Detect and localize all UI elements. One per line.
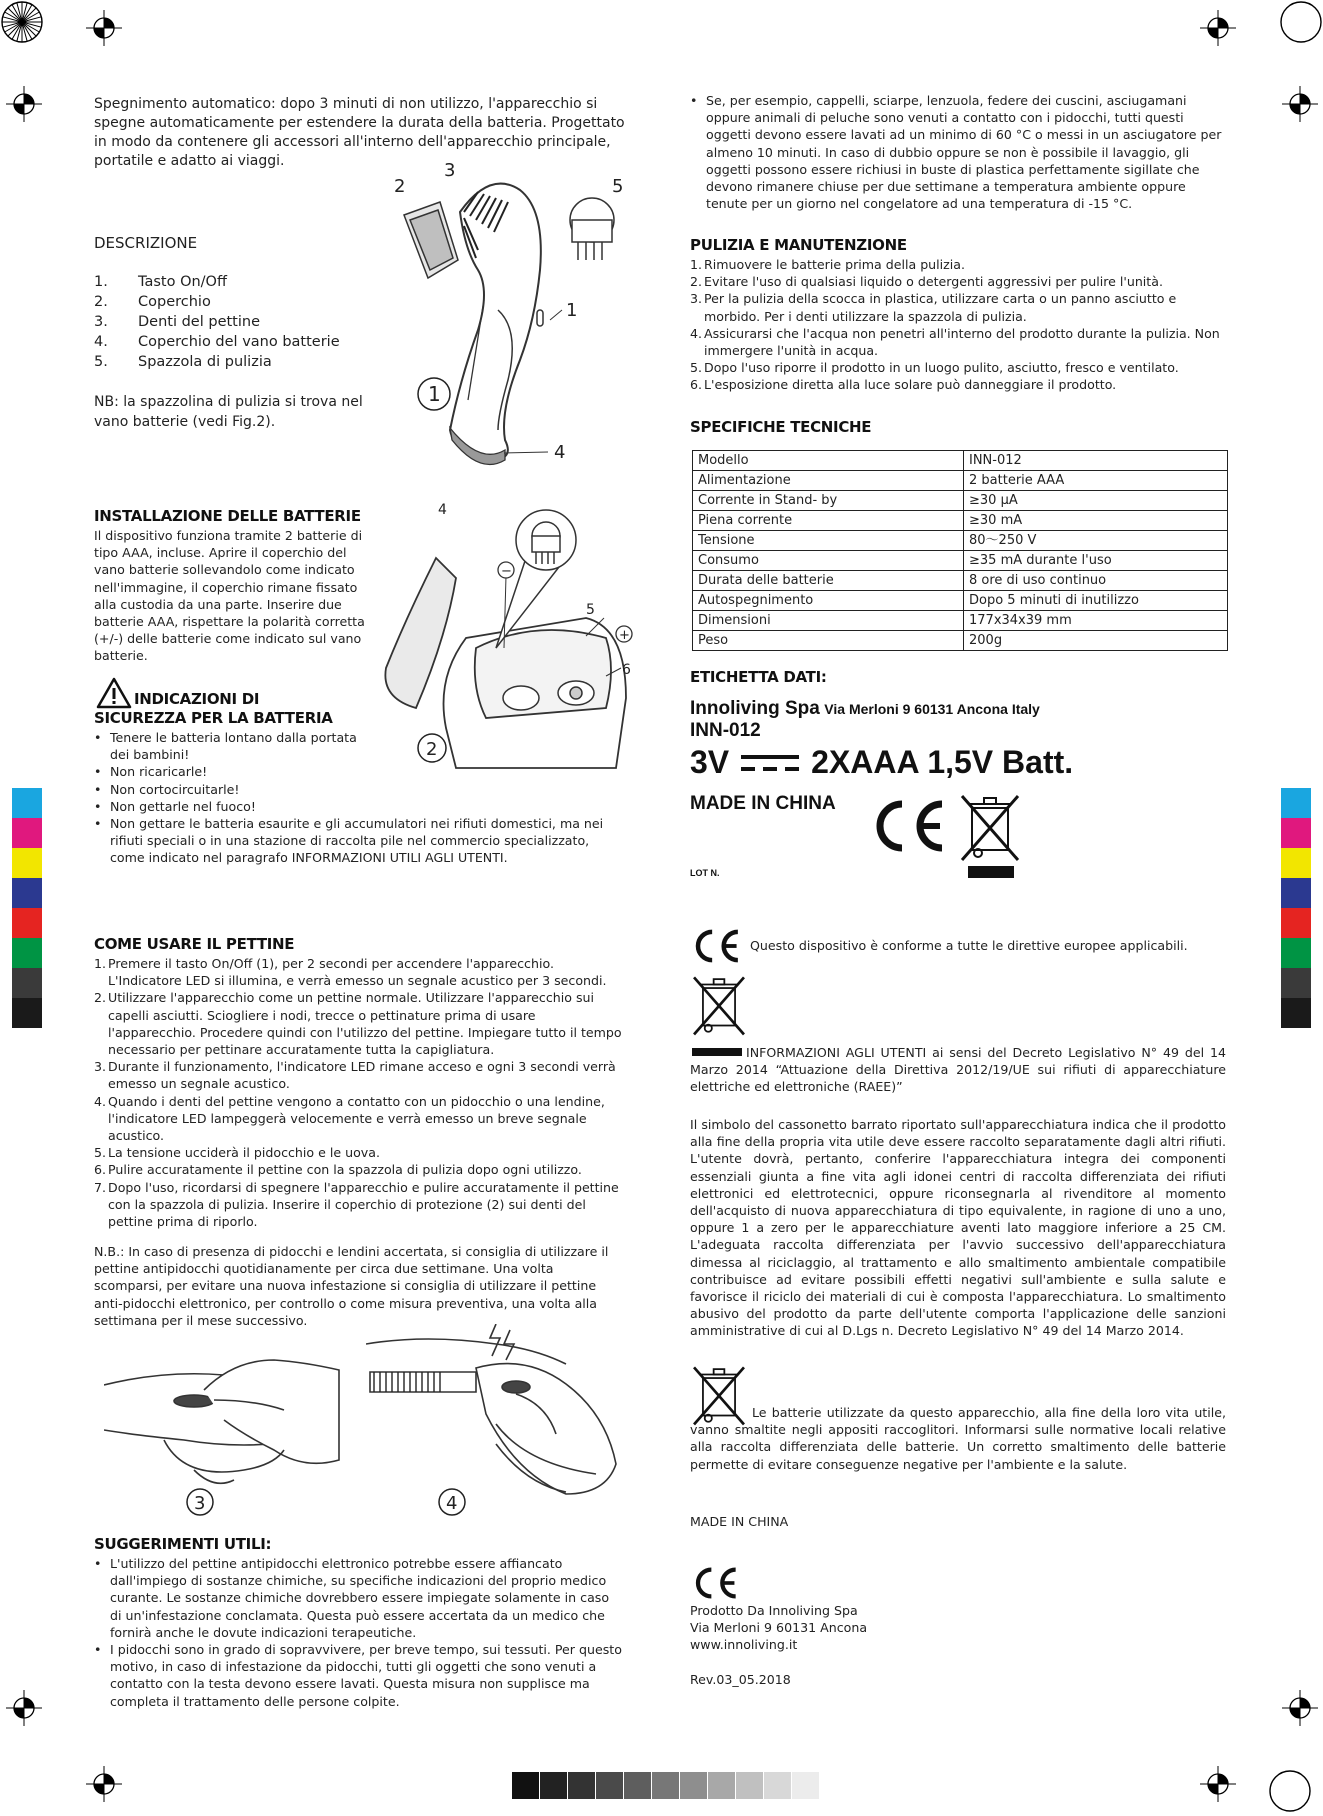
figure-1-number: 1 bbox=[428, 382, 441, 406]
list-item: 5. Spazzola di pulizia bbox=[94, 354, 272, 370]
figure-1-label-3: 3 bbox=[444, 160, 456, 181]
list-item: 6. Pulire accuratamente il pettine con la spazzola di pulizia dopo ogni utilizzo. bbox=[94, 1162, 582, 1178]
figure-1-label-2: 2 bbox=[394, 176, 406, 197]
label-model: INN-012 bbox=[690, 720, 761, 741]
crosshair-top-right-b bbox=[1282, 86, 1318, 122]
right-top-bullet bbox=[690, 92, 1222, 212]
figure-1-comb-illustration bbox=[380, 160, 650, 490]
made-in-china-text: MADE IN CHINA bbox=[690, 1514, 789, 1529]
list-item: 5. Dopo l'uso riporre il prodotto in un luogo pulito, asciutto, fresco e ventilato. bbox=[690, 360, 1179, 376]
list-item: 3. Durante il funzionamento, l'indicatore LED rimane acceso e ogni 3 secondi verrà emesso un segnale acustico. bbox=[94, 1059, 616, 1092]
label-voltage: 3V bbox=[690, 744, 730, 780]
intro-text: Spegnimento automatico: dopo 3 minuti di non utilizzo, l'apparecchio si spegne automaticamente per estendere la durata della batteria. Progettato in modo da contenere gli accessori all'interno dell'apparecchio principale, portatile e adatto ai viaggi. bbox=[94, 96, 625, 169]
label-address: Via Merloni 9 60131 Ancona Italy bbox=[824, 701, 1040, 717]
minus-sign: − bbox=[501, 564, 512, 579]
figure-1-label-1: 1 bbox=[566, 300, 578, 321]
ce-mark-small-icon bbox=[690, 928, 742, 964]
list-item: 2. Coperchio bbox=[94, 294, 211, 310]
figure-2-label-5: 5 bbox=[586, 602, 595, 618]
warning-triangle-icon bbox=[96, 677, 132, 709]
footer-website: www.innoliving.it bbox=[690, 1637, 798, 1653]
registration-mark-bottom-right bbox=[1265, 1766, 1315, 1816]
pulizia-title: PULIZIA E MANUTENZIONE bbox=[690, 236, 907, 254]
cover-part bbox=[404, 202, 458, 278]
specifiche-title: SPECIFICHE TECNICHE bbox=[690, 418, 872, 436]
table-row: Autospegnimento Dopo 5 minuti di inutilizzo bbox=[693, 591, 1228, 611]
crosshair-bottom-right-b bbox=[1282, 1690, 1318, 1726]
list-item: • Non cortocircuitarle! bbox=[94, 781, 624, 798]
list-item: • I pidocchi sono in grado di sopravvivere, per breve tempo, sui tessuti. Per questo motivo, in caso di infestazione da pidocchi, tutti gli oggetti che sono venuti a contatto con la testa devono essere lavati. Questa misura non supplisce ma completa il trattamento delle persone colpite. bbox=[94, 1641, 624, 1710]
list-item: • Non ricaricarle! bbox=[94, 763, 624, 780]
list-item: 5. La tensione ucciderà il pidocchio e le uova. bbox=[94, 1145, 380, 1161]
raee-text: Il simbolo del cassonetto barrato riportato sull'apparecchiatura indica che il prodotto alla fine della propria vita utile deve essere raccolto separatamente dagli altri rifiuti. L'utente dovrà, pertanto, conferire l'apparecchiatura integra dei componenti essenziali giunta a fine vita agli idonei centri di raccolta differenziata dei rifiuti elettronici ed elettrotecnici, oppure riconsegnarla al rivenditore al momento dell'acquisto di nuova apparecchiatura di tipo equivalente, in ragione di uno a uno, oppure 1 a zero per le apparecchiature aventi lato maggiore inferiore a 25 CM. L'adeguata raccolta differenziata per l'avvio successivo dell'apparecchiatura dimessa al riciclaggio, al trattamento e allo smaltimento ambientale compatibile contribuisce ad evitare possibili effetti negativi sull'ambiente e sulla salute e favorisce il riciclo dei materiali di cui è composta l'apparecchiatura. Lo smaltimento abusivo del prodotto da parte dell'utente comporta l'applicazione delle sanzioni amministrative di cui al D.Lgs n. Decreto Legislativo N° 49 del 14 Marzo 2014. bbox=[690, 1117, 1226, 1339]
list-item: • Non gettarle nel fuoco! bbox=[94, 798, 624, 815]
label-lot: LOT N. bbox=[690, 868, 720, 878]
come-usare-nb: N.B.: In caso di presenza di pidocchi e lendini accertata, si consiglia di utilizzare il pettine antipidocchi quotidianamente per circa due settimane. Una volta scomparsi, per evitare una nuova infestazione si consiglia di utilizzare il pettine anti-pidocchi elettronico, per controllo o come misura preventiva, una volta alla settimana per il mese successivo. bbox=[94, 1244, 609, 1328]
list-item: 4. Quando i denti del pettine vengono a contatto con un pidocchio o una lendine, l'indicatore LED lampeggerà velocemente e verrà emesso un breve segnale acustico. bbox=[94, 1093, 605, 1144]
table-row: Consumo ≥35 mA durante l'uso bbox=[693, 551, 1228, 571]
ce-mark-footer-icon bbox=[690, 1566, 740, 1600]
list-item: 4. Assicurarsi che l'acqua non penetri all'interno del prodotto durante la pulizia. Non immergere l'unità in acqua. bbox=[690, 325, 1220, 359]
crosshair-bottom-left-b bbox=[86, 1766, 122, 1802]
table-row: Durata delle batterie 8 ore di uso continuo bbox=[693, 571, 1228, 591]
list-item: 7. Dopo l'uso, ricordarsi di spegnere l'apparecchio e pulire accuratamente il pettine con la spazzola di pulizia. Inserire il coperchio di protezione (2) sui denti del pettine prima di riporlo. bbox=[94, 1179, 619, 1230]
conformita-text: Questo dispositivo è conforme a tutte le direttive europee applicabili. bbox=[750, 938, 1188, 953]
ce-mark-icon bbox=[868, 798, 948, 854]
crosshair-top-left-a bbox=[86, 10, 122, 46]
installazione-title: INSTALLAZIONE DELLE BATTERIE bbox=[94, 507, 361, 525]
figure-2-label-4: 4 bbox=[438, 502, 447, 518]
suggerimenti-title: SUGGERIMENTI UTILI: bbox=[94, 1535, 272, 1553]
label-made-in: MADE IN CHINA bbox=[690, 793, 836, 814]
list-item: 2. Utilizzare l'apparecchio come un pettine normale. Utilizzare l'apparecchio sui capelli asciutti. Sciogliere i nodi, trecce o pettinature prima di usare l'apparecchio. Procedere quindi con l'utilizzo del pettine. Impiegare tutto il tempo necessario per pettinare accuratamente tutta la capigliatura. bbox=[94, 990, 622, 1058]
figure-3-number: 3 bbox=[194, 1493, 206, 1514]
list-item: 4. Coperchio del vano batterie bbox=[94, 334, 340, 350]
etichetta-title: ETICHETTA DATI: bbox=[690, 668, 827, 686]
descrizione-title: DESCRIZIONE bbox=[94, 234, 198, 252]
footer-line-2: Via Merloni 9 60131 Ancona bbox=[690, 1620, 868, 1636]
list-item: 1. Tasto On/Off bbox=[94, 274, 227, 290]
label-company: Innoliving Spa bbox=[690, 698, 820, 719]
crosshair-bottom-right-a bbox=[1200, 1766, 1236, 1802]
list-item: 2. Evitare l'uso di qualsiasi liquido o detergenti aggressivi per pulire l'unità. bbox=[690, 274, 1163, 290]
informazioni-text: INFORMAZIONI AGLI UTENTI ai sensi del Decreto Legislativo N° 49 del 14 Marzo 2014 “Attuazione della Direttiva 2012/19/UE sui rifiuti di apparecchiature elettriche ed elettroniche (RAEE)” bbox=[690, 1045, 1226, 1095]
plus-sign: + bbox=[619, 628, 630, 643]
list-item: • Non gettare le batteria esaurite e gli accumulatori nei rifiuti domestici, ma nei rifiuti speciali o in una stazione di raccolta pile nel commercio specializzato, come indicato nel paragrafo INFORMAZIONI UTILI AGLI UTENTI. bbox=[94, 815, 624, 867]
registration-mark-top-left bbox=[0, 0, 50, 50]
list-item: 1. Premere il tasto On/Off (1), per 2 secondi per accendere l'apparecchio. L'Indicatore LED si illumina, e verrà emesso un segnale acustico per 3 secondi. bbox=[94, 956, 607, 989]
figure-3-hand-illustration bbox=[104, 1330, 344, 1520]
cleaning-brush-part bbox=[570, 198, 614, 260]
batterie-text: Le batterie utilizzate da questo apparecchio, alla fine della loro vita utile, vanno smaltite negli appositi raccoglitori. Informarsi sulle normative locali relative alla raccolta differenziata delle batterie. Un corretto smaltimento delle batterie permette di evitare conseguenze negative per l'ambiente e la salute. bbox=[690, 1405, 1226, 1472]
table-row: Corrente in Stand- by ≥30 µA bbox=[693, 491, 1228, 511]
crosshair-top-left-b bbox=[6, 86, 42, 122]
list-item: 6. L'esposizione diretta alla luce solare può danneggiare il prodotto. bbox=[690, 377, 1117, 393]
list-item: 3. Denti del pettine bbox=[94, 314, 260, 330]
specifiche-table bbox=[692, 450, 1228, 651]
table-row: Piena corrente ≥30 mA bbox=[693, 511, 1228, 531]
come-usare-steps bbox=[94, 955, 624, 1230]
label-company-line bbox=[690, 698, 1040, 720]
figure-2-number: 2 bbox=[426, 739, 438, 760]
list-item: • Se, per esempio, cappelli, sciarpe, lenzuola, federe dei cuscini, asciugamani oppure animali di peluche sono venuti a contatto con i pidocchi, tutti questi oggetti devono essere lavati ad un minimo di 60 °C o messi in un asciugatore per almeno 10 minuti. In caso di dubbio oppure se non è possibile il lavaggio, gli oggetti possono essere richiusi in buste di plastica perfettamente sigillate che devono rimanere chiuse per due settimane a temperatura ambiente oppure tenute per un giorno nel congelatore ad una temperatura di -15 °C. bbox=[690, 92, 1222, 212]
table-row: Modello INN-012 bbox=[693, 451, 1228, 471]
figure-4-comb-in-use-illustration bbox=[366, 1324, 636, 1520]
list-item: • Tenere le batteria lontano dalla portata dei bambini! bbox=[94, 729, 368, 763]
figure-1-label-4: 4 bbox=[554, 442, 566, 463]
figure-2-label-6: 6 bbox=[622, 662, 631, 678]
table-row: Tensione 80〜250 V bbox=[693, 531, 1228, 551]
crosshair-bottom-left-a bbox=[6, 1690, 42, 1726]
suggerimenti-list bbox=[94, 1555, 624, 1710]
weee-bin-icon bbox=[958, 790, 1022, 880]
list-item: • L'utilizzo del pettine antipidocchi elettronico potrebbe essere affiancato dall'impiego di sostanze chimiche, su specifiche indicazioni del proprio medico curante. Le sostanze chimiche dovrebbero essere impiegate solamente in caso di un'infestazione conclamata. Questa può essere accertata da un medico che fornirà anche le dovute indicazioni terapeutiche. bbox=[94, 1555, 624, 1641]
comb-body bbox=[450, 184, 541, 460]
list-item: 1. Rimuovere le batterie prima della pulizia. bbox=[690, 257, 965, 272]
pulizia-list bbox=[690, 256, 1222, 394]
dc-symbol-icon bbox=[739, 751, 801, 775]
table-row: Peso 200g bbox=[693, 631, 1228, 651]
label-voltage-line bbox=[690, 744, 1073, 781]
installazione-text: Il dispositivo funziona tramite 2 batterie di tipo AAA, incluse. Aprire il coperchio del vano batterie sollevandolo come indicato nell'immagine, il coperchio rimane fissato alla custodia da una parte. Inserire due batterie AAA, rispettare la polarità corretta (+/-) delle batterie come indicato sul vano batterie. bbox=[94, 528, 365, 664]
come-usare-title: COME USARE IL PETTINE bbox=[94, 935, 295, 953]
registration-mark-top-right bbox=[1273, 0, 1323, 50]
crosshair-top-right-a bbox=[1200, 10, 1236, 46]
footer-line-1: Prodotto Da Innoliving Spa bbox=[690, 1603, 858, 1618]
figure-4-number: 4 bbox=[446, 1493, 458, 1514]
weee-bin-small-icon bbox=[690, 972, 748, 1038]
sicurezza-title-1: INDICAZIONI DI bbox=[134, 690, 260, 708]
footer-block bbox=[690, 1602, 867, 1688]
list-item: 3. Per la pulizia della scocca in plastica, utilizzare carta o un panno asciutto e morbido. Per i denti utilizzare la spazzola di pulizia. bbox=[690, 291, 1177, 324]
figure-1-label-5: 5 bbox=[612, 176, 624, 197]
label-battery: 2XAAA 1,5V Batt. bbox=[811, 744, 1074, 780]
on-off-button bbox=[537, 310, 543, 326]
footer-revision: Rev.03_05.2018 bbox=[690, 1671, 791, 1687]
table-row: Alimentazione 2 batterie AAA bbox=[693, 471, 1228, 491]
descrizione-note: NB: la spazzolina di pulizia si trova nel vano batterie (vedi Fig.2). bbox=[94, 394, 363, 430]
sicurezza-title-2: SICUREZZA PER LA BATTERIA bbox=[94, 709, 333, 727]
sicurezza-list bbox=[94, 729, 624, 867]
table-row: Dimensioni 177x34x39 mm bbox=[693, 611, 1228, 631]
descrizione-list bbox=[94, 272, 340, 372]
